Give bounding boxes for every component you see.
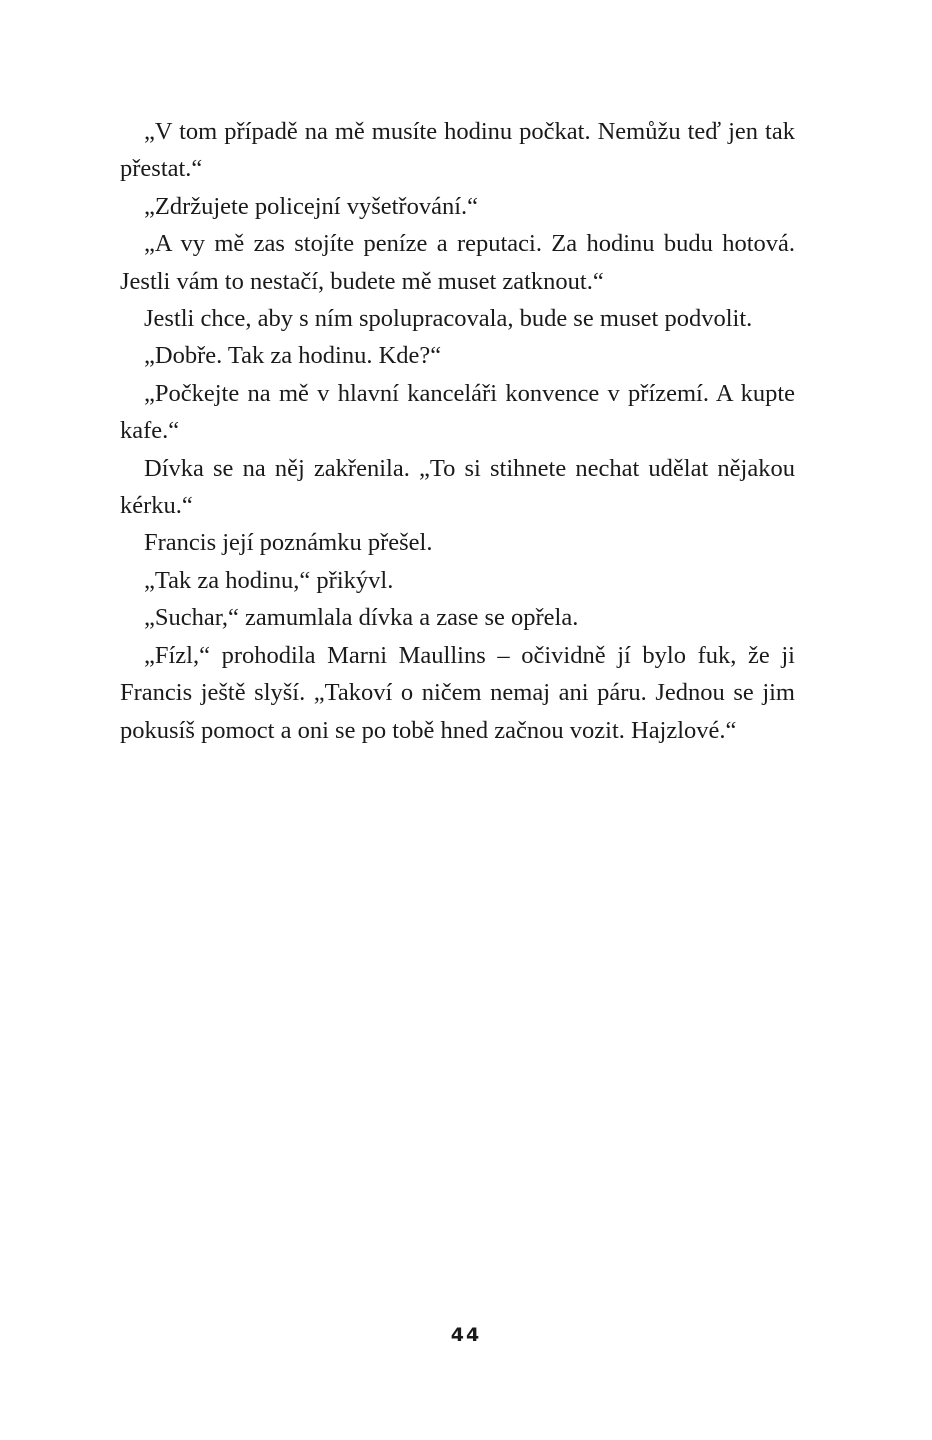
paragraph: „V tom případě na mě musíte hodinu počkat. Nemůžu teď jen tak přestat.“ xyxy=(120,118,795,183)
body-text xyxy=(120,113,795,749)
paragraph: „A vy mě zas stojíte peníze a reputaci. Za hodinu budu hotová. Jestli vám to nestačí, budete mě muset zatknout.“ xyxy=(120,230,795,295)
paragraph: „Suchar,“ zamumlala dívka a zase se opřela. xyxy=(144,604,579,632)
paragraph: Jestli chce, aby s ním spolupracovala, bude se muset podvolit. xyxy=(144,305,753,333)
paragraph: Francis její poznámku přešel. xyxy=(144,529,433,557)
paragraph: „Tak za hodinu,“ přikývl. xyxy=(144,566,394,594)
page-number: 44 xyxy=(450,1324,482,1346)
paragraph: „Počkejte na mě v hlavní kanceláři konvence v přízemí. A kupte kafe.“ xyxy=(120,379,795,445)
paragraph: „Fízl,“ prohodila Marni Maullins – očividně jí bylo fuk, že ji Francis ještě slyší. „Takoví o ničem nemaj ani páru. Jednou se jim pokusíš pomoct a oni se po tobě hned začnou vozit. Hajzlové.“ xyxy=(120,641,795,744)
paragraph: „Zdržujete policejní vyšetřování.“ xyxy=(144,192,479,220)
paragraph: Dívka se na něj zakřenila. „To si stihnete nechat udělat nějakou kérku.“ xyxy=(120,454,795,520)
paragraph: „Dobře. Tak za hodinu. Kde?“ xyxy=(144,342,442,370)
